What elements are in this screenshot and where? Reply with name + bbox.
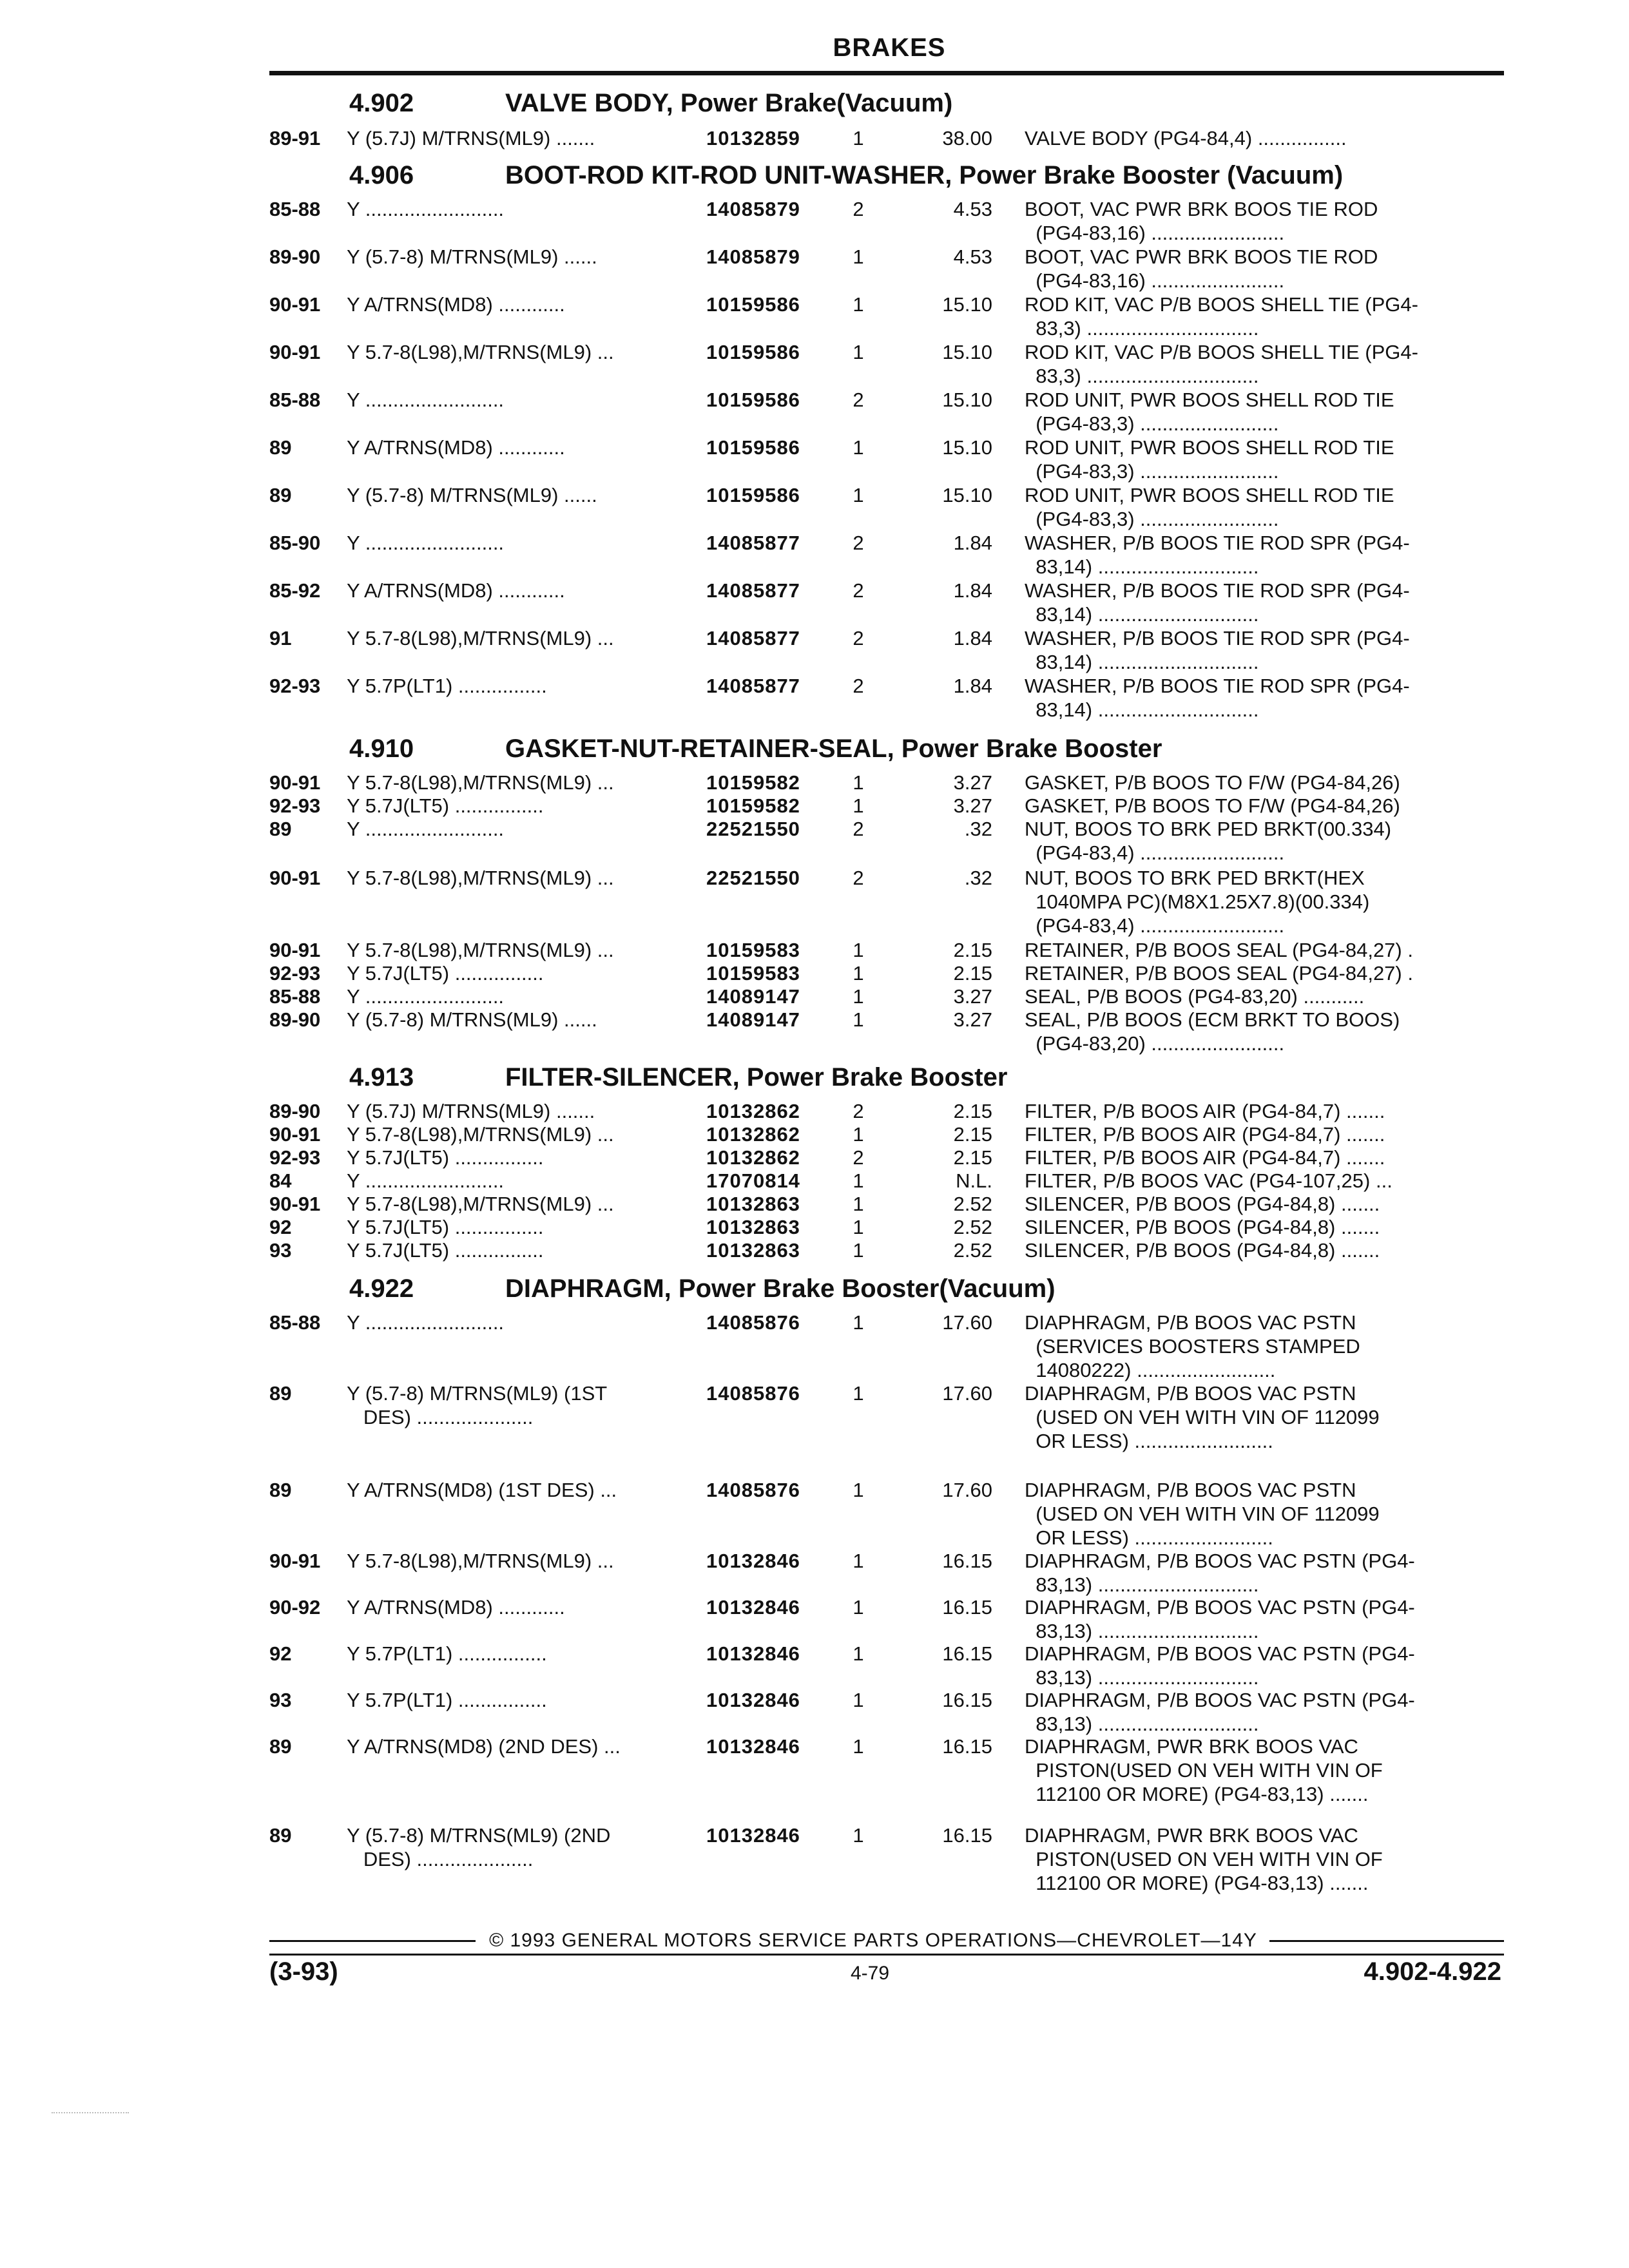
footer-copyright: © 1993 GENERAL MOTORS SERVICE PARTS OPERATIONS—CHEVROLET—14Y xyxy=(489,1930,1257,1951)
model-years: 93 xyxy=(269,1239,292,1262)
quantity: 1 xyxy=(853,1689,864,1711)
price: 3.27 xyxy=(953,985,992,1008)
quantity: 1 xyxy=(853,1216,864,1238)
part-description: ROD KIT, VAC P/B BOOS SHELL TIE (PG4- 83,3) ............................... xyxy=(1025,293,1418,340)
price: 16.15 xyxy=(942,1642,992,1665)
application: Y ......................... xyxy=(347,389,505,411)
price: 1.84 xyxy=(953,627,992,649)
part-number: 10132863 xyxy=(706,1239,800,1262)
quantity: 1 xyxy=(853,1642,864,1665)
model-years: 84 xyxy=(269,1169,292,1192)
part-number: 17070814 xyxy=(706,1169,800,1192)
quantity: 2 xyxy=(853,627,864,649)
application: Y (5.7-8) M/TRNS(ML9) (2ND DES) ..................... xyxy=(347,1824,611,1870)
part-description: DIAPHRAGM, PWR BRK BOOS VAC PISTON(USED ON VEH WITH VIN OF 112100 OR MORE) (PG4-83,13) ....... xyxy=(1025,1735,1383,1805)
page-title: BRAKES xyxy=(833,34,946,62)
part-description: WASHER, P/B BOOS TIE ROD SPR (PG4- 83,14) ............................. xyxy=(1025,627,1410,673)
model-years: 85-88 xyxy=(269,1311,321,1334)
application: Y ......................... xyxy=(347,198,505,220)
section-title: GASKET-NUT-RETAINER-SEAL, Power Brake Booster xyxy=(505,735,1162,763)
header-rule xyxy=(269,71,1504,75)
model-years: 89 xyxy=(269,1735,292,1758)
model-years: 92-93 xyxy=(269,1146,321,1169)
application: Y A/TRNS(MD8) (1ST DES) ... xyxy=(347,1479,617,1501)
quantity: 1 xyxy=(853,1123,864,1146)
model-years: 85-88 xyxy=(269,198,321,220)
section-header xyxy=(0,161,1629,196)
quantity: 1 xyxy=(853,341,864,363)
footer-date: (3-93) xyxy=(269,1957,338,1986)
part-number: 10132846 xyxy=(706,1824,800,1847)
price: 2.52 xyxy=(953,1239,992,1262)
model-years: 92 xyxy=(269,1642,292,1665)
part-number: 10159583 xyxy=(706,962,800,985)
section-header xyxy=(0,735,1629,769)
application: Y 5.7-8(L98),M/TRNS(ML9) ... xyxy=(347,627,614,649)
part-description: GASKET, P/B BOOS TO F/W (PG4-84,26) xyxy=(1025,771,1400,794)
price: 3.27 xyxy=(953,794,992,817)
application: Y 5.7P(LT1) ................ xyxy=(347,1689,547,1711)
model-years: 92-93 xyxy=(269,675,321,697)
model-years: 90-91 xyxy=(269,939,321,961)
application: Y ......................... xyxy=(347,818,505,840)
quantity: 2 xyxy=(853,198,864,220)
price: 15.10 xyxy=(942,484,992,506)
quantity: 1 xyxy=(853,1479,864,1501)
price: 15.10 xyxy=(942,341,992,363)
quantity: 1 xyxy=(853,939,864,961)
model-years: 89-90 xyxy=(269,1008,321,1031)
part-number: 10132862 xyxy=(706,1123,800,1146)
price: 1.84 xyxy=(953,675,992,697)
price: 2.52 xyxy=(953,1216,992,1238)
section-title: DIAPHRAGM, Power Brake Booster(Vacuum) xyxy=(505,1274,1055,1303)
application: Y (5.7-8) M/TRNS(ML9) ...... xyxy=(347,484,597,506)
price: 17.60 xyxy=(942,1382,992,1405)
application: Y A/TRNS(MD8) ............ xyxy=(347,1596,565,1619)
part-description: DIAPHRAGM, P/B BOOS VAC PSTN (PG4- 83,13) ............................. xyxy=(1025,1596,1415,1642)
section-number: 4.922 xyxy=(349,1274,414,1303)
part-description: DIAPHRAGM, P/B BOOS VAC PSTN (USED ON VEH WITH VIN OF 112099 OR LESS) ......................... xyxy=(1025,1382,1380,1452)
application: Y (5.7-8) M/TRNS(ML9) ...... xyxy=(347,245,597,268)
quantity: 1 xyxy=(853,1550,864,1572)
part-description: ROD UNIT, PWR BOOS SHELL ROD TIE (PG4-83,3) ......................... xyxy=(1025,484,1394,530)
footer-section-range: 4.902-4.922 xyxy=(1364,1957,1501,1986)
section-number: 4.906 xyxy=(349,161,414,189)
model-years: 89 xyxy=(269,484,292,506)
price: 2.15 xyxy=(953,939,992,961)
part-number: 10132862 xyxy=(706,1146,800,1169)
quantity: 2 xyxy=(853,579,864,602)
model-years: 93 xyxy=(269,1689,292,1711)
quantity: 2 xyxy=(853,818,864,840)
model-years: 89 xyxy=(269,1824,292,1847)
part-number: 10132859 xyxy=(706,127,800,149)
price: 15.10 xyxy=(942,293,992,316)
model-years: 90-91 xyxy=(269,867,321,889)
part-number: 14085879 xyxy=(706,198,800,220)
application: Y ......................... xyxy=(347,985,505,1008)
quantity: 1 xyxy=(853,1596,864,1619)
price: 16.15 xyxy=(942,1824,992,1847)
quantity: 2 xyxy=(853,1146,864,1169)
part-description: BOOT, VAC PWR BRK BOOS TIE ROD (PG4-83,16) ........................ xyxy=(1025,198,1378,244)
part-description: FILTER, P/B BOOS AIR (PG4-84,7) ....... xyxy=(1025,1146,1385,1169)
model-years: 89 xyxy=(269,818,292,840)
part-description: WASHER, P/B BOOS TIE ROD SPR (PG4- 83,14) ............................. xyxy=(1025,675,1410,721)
application: Y 5.7J(LT5) ................ xyxy=(347,794,544,817)
application: Y ......................... xyxy=(347,532,505,554)
price: 17.60 xyxy=(942,1311,992,1334)
price: 15.10 xyxy=(942,436,992,459)
model-years: 89-91 xyxy=(269,127,321,149)
part-number: 10132862 xyxy=(706,1100,800,1122)
part-number: 10159586 xyxy=(706,436,800,459)
part-number: 14085876 xyxy=(706,1382,800,1405)
application: Y 5.7-8(L98),M/TRNS(ML9) ... xyxy=(347,867,614,889)
part-description: WASHER, P/B BOOS TIE ROD SPR (PG4- 83,14) ............................. xyxy=(1025,532,1410,578)
application: Y 5.7-8(L98),M/TRNS(ML9) ... xyxy=(347,771,614,794)
part-number: 10159586 xyxy=(706,293,800,316)
model-years: 92-93 xyxy=(269,962,321,985)
quantity: 1 xyxy=(853,985,864,1008)
quantity: 2 xyxy=(853,532,864,554)
part-number: 14089147 xyxy=(706,1008,800,1031)
part-number: 10132846 xyxy=(706,1596,800,1619)
quantity: 1 xyxy=(853,293,864,316)
part-description: FILTER, P/B BOOS AIR (PG4-84,7) ....... xyxy=(1025,1100,1385,1122)
application: Y 5.7J(LT5) ................ xyxy=(347,1239,544,1262)
model-years: 89 xyxy=(269,1479,292,1501)
quantity: 1 xyxy=(853,1239,864,1262)
part-number: 10132846 xyxy=(706,1735,800,1758)
application: Y 5.7P(LT1) ................ xyxy=(347,1642,547,1665)
part-number: 14085877 xyxy=(706,627,800,649)
part-number: 10132846 xyxy=(706,1642,800,1665)
price: .32 xyxy=(964,818,992,840)
model-years: 85-88 xyxy=(269,985,321,1008)
part-description: NUT, BOOS TO BRK PED BRKT(HEX 1040MPA PC)(M8X1.25X7.8)(00.334) (PG4-83,4) .......................... xyxy=(1025,867,1370,937)
application: Y 5.7J(LT5) ................ xyxy=(347,1216,544,1238)
application: Y 5.7P(LT1) ................ xyxy=(347,675,547,697)
price: 16.15 xyxy=(942,1735,992,1758)
part-description: SILENCER, P/B BOOS (PG4-84,8) ....... xyxy=(1025,1216,1380,1238)
price: 2.52 xyxy=(953,1193,992,1215)
part-description: ROD KIT, VAC P/B BOOS SHELL TIE (PG4- 83,3) ............................... xyxy=(1025,341,1418,387)
model-years: 90-91 xyxy=(269,1123,321,1146)
part-description: DIAPHRAGM, P/B BOOS VAC PSTN (USED ON VEH WITH VIN OF 112099 OR LESS) ......................... xyxy=(1025,1479,1380,1549)
application: Y 5.7-8(L98),M/TRNS(ML9) ... xyxy=(347,1123,614,1146)
application: Y 5.7-8(L98),M/TRNS(ML9) ... xyxy=(347,939,614,961)
model-years: 92 xyxy=(269,1216,292,1238)
footer-rule xyxy=(269,1954,1504,1956)
part-description: ROD UNIT, PWR BOOS SHELL ROD TIE (PG4-83,3) ......................... xyxy=(1025,389,1394,435)
part-number: 22521550 xyxy=(706,818,800,840)
model-years: 90-91 xyxy=(269,1193,321,1215)
section-number: 4.902 xyxy=(349,89,414,117)
application: Y (5.7-8) M/TRNS(ML9) (1ST DES) ..................... xyxy=(347,1382,608,1428)
model-years: 89 xyxy=(269,1382,292,1405)
application: Y A/TRNS(MD8) ............ xyxy=(347,436,565,459)
part-description: GASKET, P/B BOOS TO F/W (PG4-84,26) xyxy=(1025,794,1400,817)
quantity: 1 xyxy=(853,771,864,794)
model-years: 89 xyxy=(269,436,292,459)
model-years: 92-93 xyxy=(269,794,321,817)
scan-speck xyxy=(52,2112,129,2115)
quantity: 1 xyxy=(853,1382,864,1405)
price: 2.15 xyxy=(953,1123,992,1146)
quantity: 1 xyxy=(853,484,864,506)
part-description: NUT, BOOS TO BRK PED BRKT(00.334) (PG4-83,4) .......................... xyxy=(1025,818,1392,864)
quantity: 1 xyxy=(853,1824,864,1847)
part-number: 10159586 xyxy=(706,389,800,411)
footer-page-number: 4-79 xyxy=(851,1963,890,1984)
part-description: DIAPHRAGM, PWR BRK BOOS VAC PISTON(USED ON VEH WITH VIN OF 112100 OR MORE) (PG4-83,13) ....... xyxy=(1025,1824,1383,1894)
model-years: 85-90 xyxy=(269,532,321,554)
part-number: 10132846 xyxy=(706,1689,800,1711)
section-title: FILTER-SILENCER, Power Brake Booster xyxy=(505,1063,1008,1091)
part-number: 14085877 xyxy=(706,532,800,554)
part-description: SILENCER, P/B BOOS (PG4-84,8) ....... xyxy=(1025,1239,1380,1262)
application: Y ......................... xyxy=(347,1169,505,1192)
price: 38.00 xyxy=(942,127,992,149)
application: Y A/TRNS(MD8) (2ND DES) ... xyxy=(347,1735,621,1758)
part-number: 14085877 xyxy=(706,579,800,602)
application: Y 5.7J(LT5) ................ xyxy=(347,962,544,985)
application: Y 5.7-8(L98),M/TRNS(ML9) ... xyxy=(347,1193,614,1215)
price: 16.15 xyxy=(942,1689,992,1711)
price: 3.27 xyxy=(953,771,992,794)
application: Y (5.7-8) M/TRNS(ML9) ...... xyxy=(347,1008,597,1031)
price: N.L. xyxy=(956,1169,992,1192)
part-description: DIAPHRAGM, P/B BOOS VAC PSTN (SERVICES BOOSTERS STAMPED 14080222) ......................... xyxy=(1025,1311,1360,1381)
model-years: 89-90 xyxy=(269,245,321,268)
price: 2.15 xyxy=(953,1100,992,1122)
section-number: 4.910 xyxy=(349,735,414,763)
part-number: 10132863 xyxy=(706,1193,800,1215)
part-description: RETAINER, P/B BOOS SEAL (PG4-84,27) . xyxy=(1025,962,1413,985)
part-number: 10159586 xyxy=(706,484,800,506)
price: 16.15 xyxy=(942,1550,992,1572)
section-header xyxy=(0,1274,1629,1309)
part-description: SILENCER, P/B BOOS (PG4-84,8) ....... xyxy=(1025,1193,1380,1215)
model-years: 85-92 xyxy=(269,579,321,602)
part-number: 14085876 xyxy=(706,1479,800,1501)
price: .32 xyxy=(964,867,992,889)
quantity: 1 xyxy=(853,436,864,459)
section-header xyxy=(0,1063,1629,1098)
model-years: 89-90 xyxy=(269,1100,321,1122)
price: 2.15 xyxy=(953,1146,992,1169)
price: 15.10 xyxy=(942,389,992,411)
price: 3.27 xyxy=(953,1008,992,1031)
part-description: DIAPHRAGM, P/B BOOS VAC PSTN (PG4- 83,13) ............................. xyxy=(1025,1550,1415,1596)
part-description: FILTER, P/B BOOS VAC (PG4-107,25) ... xyxy=(1025,1169,1393,1192)
model-years: 85-88 xyxy=(269,389,321,411)
application: Y A/TRNS(MD8) ............ xyxy=(347,579,565,602)
part-description: BOOT, VAC PWR BRK BOOS TIE ROD (PG4-83,16) ........................ xyxy=(1025,245,1378,292)
part-description: DIAPHRAGM, P/B BOOS VAC PSTN (PG4- 83,13) ............................. xyxy=(1025,1689,1415,1735)
quantity: 2 xyxy=(853,1100,864,1122)
section-title: VALVE BODY, Power Brake(Vacuum) xyxy=(505,89,953,117)
part-description: WASHER, P/B BOOS TIE ROD SPR (PG4- 83,14) ............................. xyxy=(1025,579,1410,626)
part-number: 14085876 xyxy=(706,1311,800,1334)
part-number: 10132863 xyxy=(706,1216,800,1238)
quantity: 2 xyxy=(853,867,864,889)
part-description: RETAINER, P/B BOOS SEAL (PG4-84,27) . xyxy=(1025,939,1413,961)
quantity: 1 xyxy=(853,245,864,268)
price: 16.15 xyxy=(942,1596,992,1619)
price: 1.84 xyxy=(953,579,992,602)
quantity: 2 xyxy=(853,675,864,697)
part-number: 10159586 xyxy=(706,341,800,363)
model-years: 91 xyxy=(269,627,292,649)
part-description: VALVE BODY (PG4-84,4) ................ xyxy=(1025,127,1347,149)
application: Y ......................... xyxy=(347,1311,505,1334)
price: 4.53 xyxy=(953,198,992,220)
part-number: 10159582 xyxy=(706,771,800,794)
price: 17.60 xyxy=(942,1479,992,1501)
footer-rule-right xyxy=(1269,1940,1504,1942)
application: Y (5.7J) M/TRNS(ML9) ....... xyxy=(347,127,595,149)
model-years: 90-91 xyxy=(269,341,321,363)
price: 4.53 xyxy=(953,245,992,268)
section-header xyxy=(0,89,1629,124)
price: 2.15 xyxy=(953,962,992,985)
application: Y 5.7-8(L98),M/TRNS(ML9) ... xyxy=(347,1550,614,1572)
application: Y 5.7-8(L98),M/TRNS(ML9) ... xyxy=(347,341,614,363)
price: 1.84 xyxy=(953,532,992,554)
part-number: 10159582 xyxy=(706,794,800,817)
quantity: 1 xyxy=(853,1193,864,1215)
part-description: SEAL, P/B BOOS (ECM BRKT TO BOOS) (PG4-83,20) ........................ xyxy=(1025,1008,1400,1055)
part-number: 14085879 xyxy=(706,245,800,268)
part-number: 10159583 xyxy=(706,939,800,961)
quantity: 1 xyxy=(853,1008,864,1031)
model-years: 90-92 xyxy=(269,1596,321,1619)
quantity: 1 xyxy=(853,794,864,817)
quantity: 1 xyxy=(853,1735,864,1758)
quantity: 1 xyxy=(853,127,864,149)
quantity: 2 xyxy=(853,389,864,411)
model-years: 90-91 xyxy=(269,293,321,316)
quantity: 1 xyxy=(853,1311,864,1334)
application: Y 5.7J(LT5) ................ xyxy=(347,1146,544,1169)
part-description: FILTER, P/B BOOS AIR (PG4-84,7) ....... xyxy=(1025,1123,1385,1146)
footer-rule-left xyxy=(269,1940,476,1942)
part-description: SEAL, P/B BOOS (PG4-83,20) ........... xyxy=(1025,985,1365,1008)
part-number: 22521550 xyxy=(706,867,800,889)
model-years: 90-91 xyxy=(269,771,321,794)
part-number: 14085877 xyxy=(706,675,800,697)
quantity: 1 xyxy=(853,1169,864,1192)
part-number: 10132846 xyxy=(706,1550,800,1572)
part-description: ROD UNIT, PWR BOOS SHELL ROD TIE (PG4-83,3) ......................... xyxy=(1025,436,1394,483)
part-number: 14089147 xyxy=(706,985,800,1008)
application: Y (5.7J) M/TRNS(ML9) ....... xyxy=(347,1100,595,1122)
quantity: 1 xyxy=(853,962,864,985)
application: Y A/TRNS(MD8) ............ xyxy=(347,293,565,316)
section-number: 4.913 xyxy=(349,1063,414,1091)
part-description: DIAPHRAGM, P/B BOOS VAC PSTN (PG4- 83,13) ............................. xyxy=(1025,1642,1415,1689)
model-years: 90-91 xyxy=(269,1550,321,1572)
section-title: BOOT-ROD KIT-ROD UNIT-WASHER, Power Brake Booster (Vacuum) xyxy=(505,161,1344,189)
